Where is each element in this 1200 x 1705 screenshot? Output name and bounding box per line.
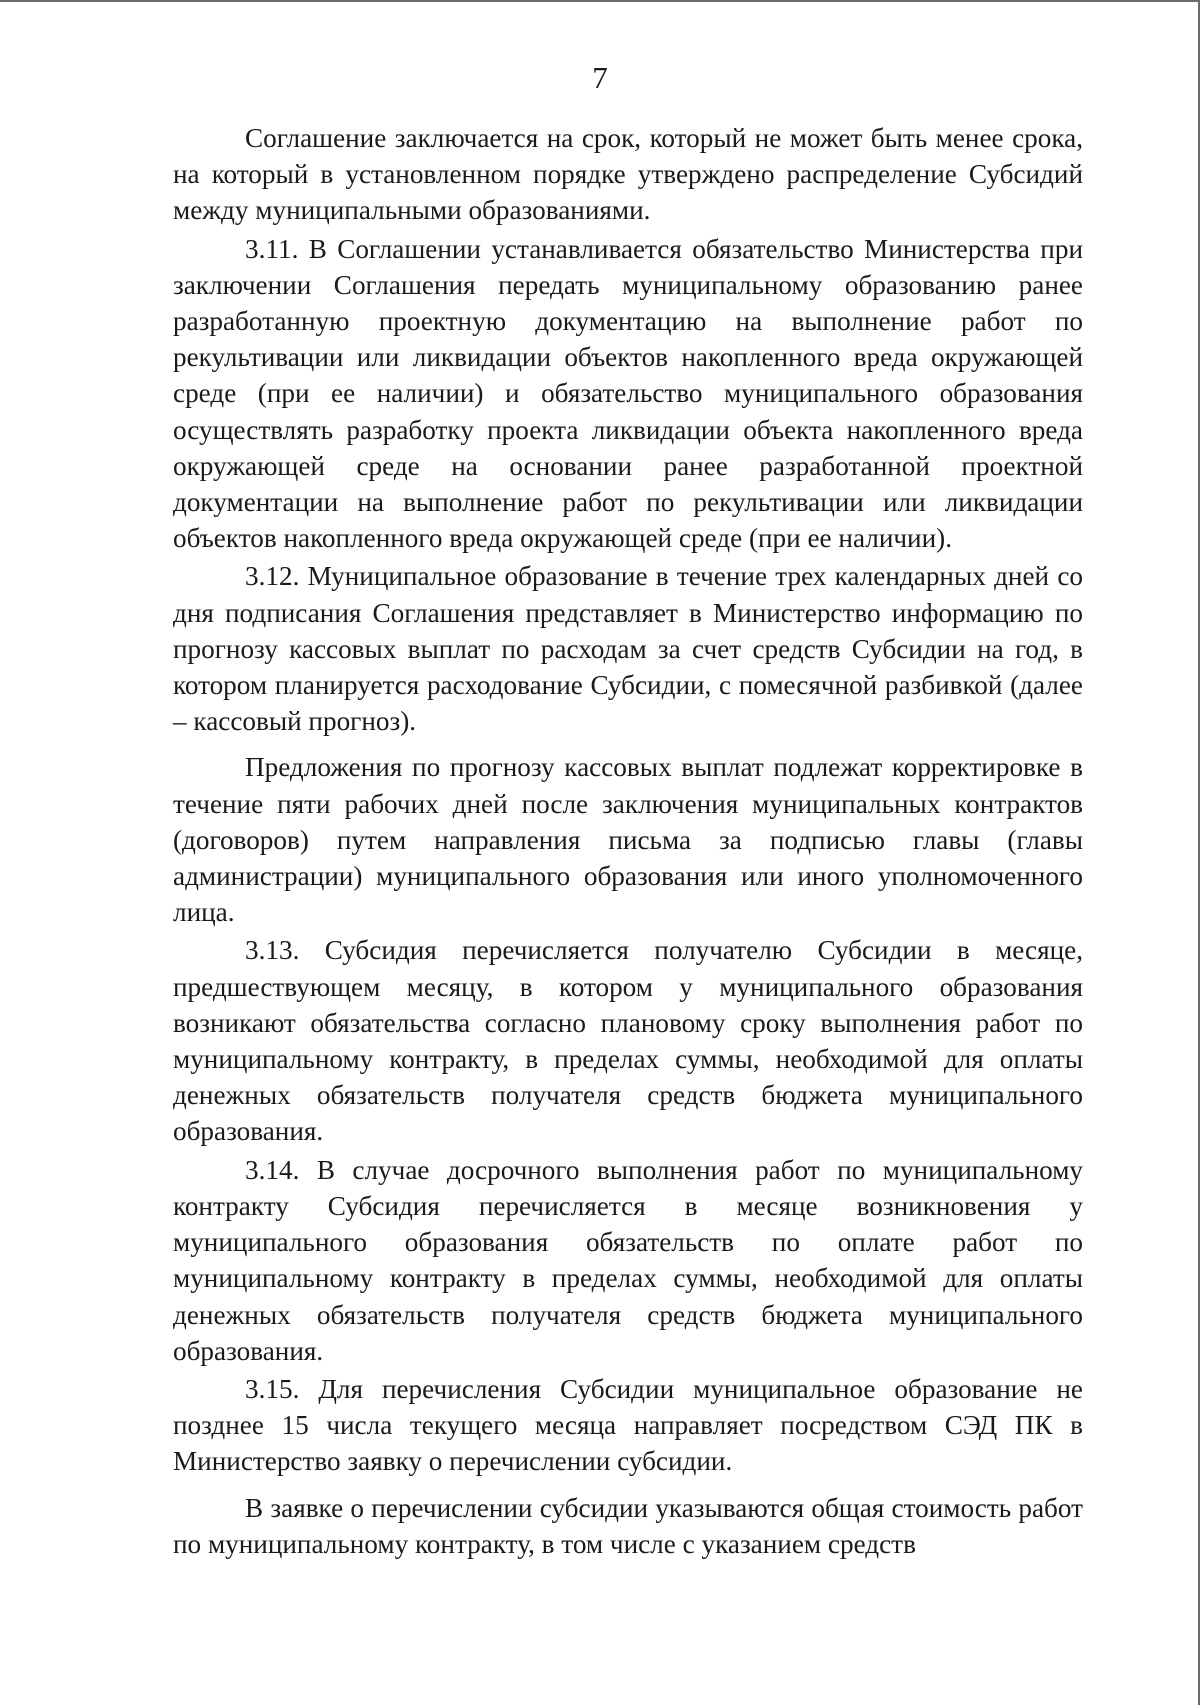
paragraph-3-11: 3.11. В Соглашении устанавливается обязательство Министерства при заключении Соглашения передать муниципальному образованию ранее разработанную проектную документацию на выполнение работ по рекультивации или ликвидации объектов накопленного вреда окружающей среде (при ее наличии) и обязательство муниципального образования осуществлять разработку проекта ликвидации объекта накопленного вреда окружающей среде на основании ранее разработанной проектной документации на выполнение работ по рекультивации или ликвидации объектов накопленного вреда окружающей среде (при ее наличии).: [173, 233, 1083, 554]
paragraph-3-15: 3.15. Для перечисления Субсидии муниципальное образование не позднее 15 числа текущего месяца направляет посредством СЭД ПК в Министерство заявку о перечислении субсидии.: [173, 1373, 1083, 1477]
paragraph-3-14: 3.14. В случае досрочного выполнения работ по муниципальному контракту Субсидия перечисляется в месяце возникновения у муниципального образования обязательств по оплате работ по муниципальному контракту в пределах суммы, необходимой для оплаты денежных обязательств получателя средств бюджета муниципального образования.: [173, 1154, 1083, 1366]
paragraph-3-13: 3.13. Субсидия перечисляется получателю Субсидии в месяце, предшествующем месяцу, в котором у муниципального образования возникают обязательства согласно плановому сроку выполнения работ по муниципальному контракту, в пределах суммы, необходимой для оплаты денежных обязательств получателя средств бюджета муниципального образования.: [173, 935, 1083, 1147]
document-body: [173, 120, 1083, 1562]
paragraph-3-12: 3.12. Муниципальное образование в течение трех календарных дней со дня подписания Соглашения представляет в Министерство информацию по прогнозу кассовых выплат по расходам за счет средств Субсидии на год, в котором планируется расходование Субсидии, с помесячной разбивкой (далее – кассовый прогноз).: [173, 561, 1083, 737]
paragraph-application-contents: В заявке о перечислении субсидии указываются общая стоимость работ по муниципальному контракту, в том числе с указанием средств: [173, 1492, 1083, 1559]
page-number: 7: [592, 60, 608, 95]
paragraph-cash-forecast-corrections: Предложения по прогнозу кассовых выплат подлежат корректировке в течение пяти рабочих дней после заключения муниципальных контрактов (договоров) путем направления письма за подписью главы (главы администрации) муниципального образования или иного уполномоченного лица.: [173, 752, 1083, 928]
paragraph-agreement-term: Соглашение заключается на срок, который не может быть менее срока, на который в установленном порядке утверждено распределение Субсидий между муниципальными образованиями.: [173, 123, 1083, 226]
